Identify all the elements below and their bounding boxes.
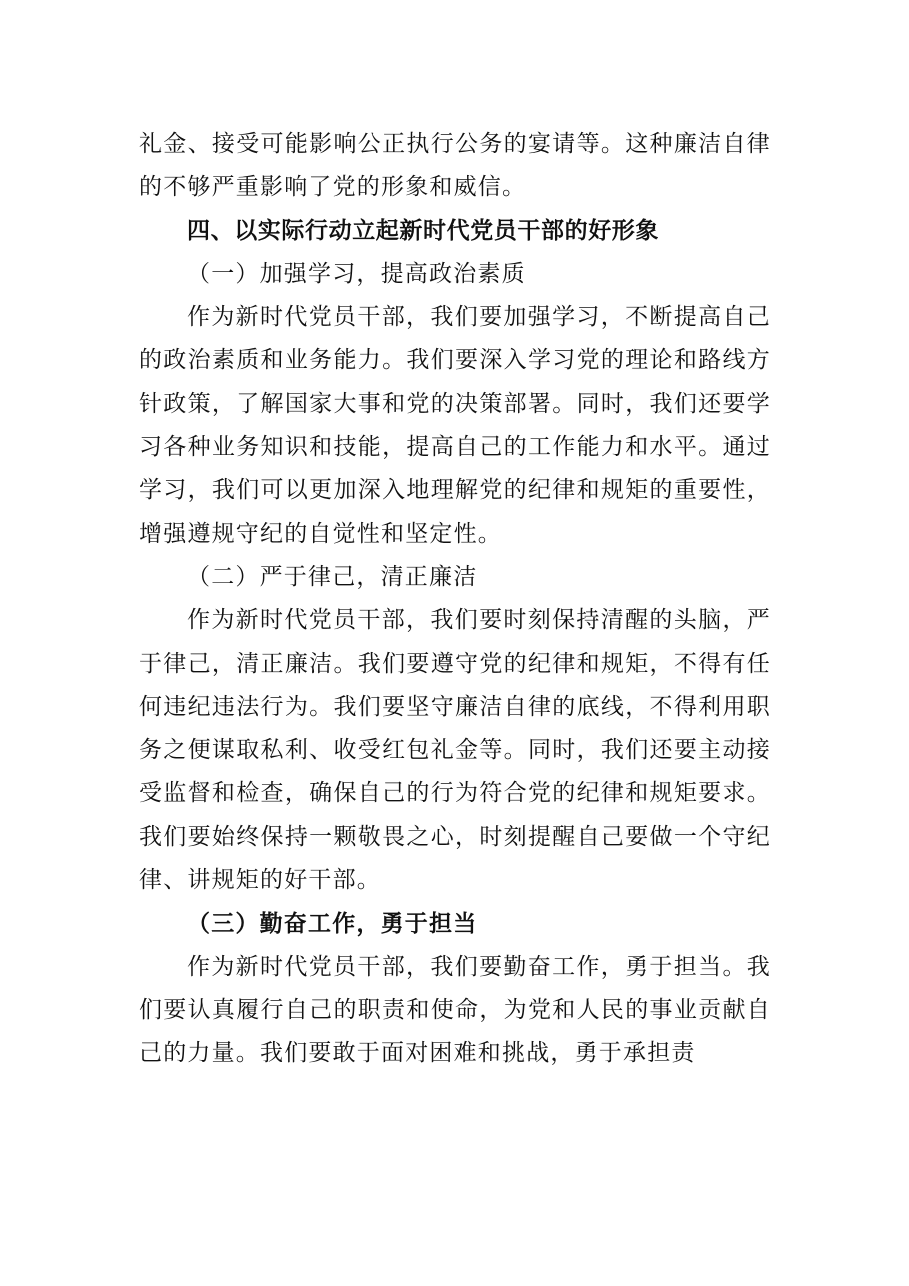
subsection-heading-2: （二）严于律己，清正廉洁 [187, 563, 478, 590]
section-heading: 四、以实际行动立起新时代党员干部的好形象 [187, 217, 659, 244]
subsection-body-3: 作为新时代党员干部，我们要勤奋工作，勇于担当。我们要认真履行自己的职责和使命，为党和人民的事业贡献自己的力量。我们要敢于面对困难和挑战，勇于承担责 [139, 953, 771, 1067]
document-body [139, 123, 771, 1076]
subsection-heading-3: （三）勤奋工作，勇于担当 [187, 910, 478, 938]
subsection-heading-1: （一）加强学习，提高政治素质 [187, 260, 526, 287]
subsection-body-1: 作为新时代党员干部，我们要加强学习，不断提高自己的政治素质和业务能力。我们要深入学习党的理论和路线方针政策，了解国家大事和党的决策部署。同时，我们还要学习各种业务知识和技能，提高自己的工作能力和水平。通过学习，我们可以更加深入地理解党的纪律和规矩的重要性，增强遵规守纪的自觉性和坚定性。 [139, 304, 771, 547]
subsection-body-2: 作为新时代党员干部，我们要时刻保持清醒的头脑，严于律己，清正廉洁。我们要遵守党的纪律和规矩，不得有任何违纪违法行为。我们要坚守廉洁自律的底线，不得利用职务之便谋取私利、收受红包礼金等。同时，我们还要主动接受监督和检查，确保自己的行为符合党的纪律和规矩要求。我们要始终保持一颗敬畏之心，时刻提醒自己要做一个守纪律、讲规矩的好干部。 [139, 607, 771, 894]
intro-paragraph: 礼金、接受可能影响公正执行公务的宴请等。这种廉洁自律的不够严重影响了党的形象和威信。 [139, 131, 771, 201]
